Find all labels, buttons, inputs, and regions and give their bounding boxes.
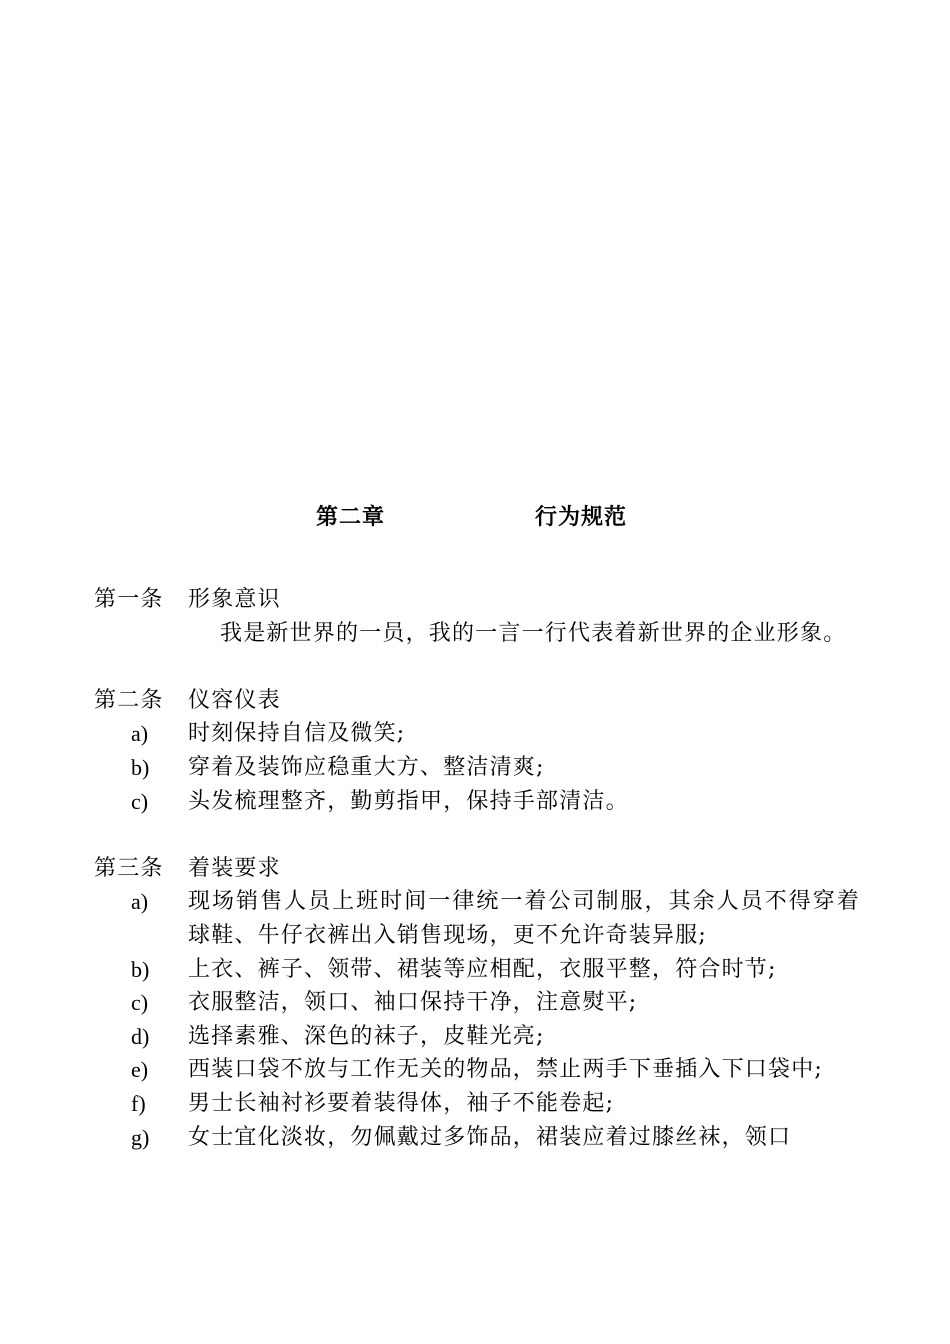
list-item xyxy=(94,885,860,952)
chapter-number: 第二章 xyxy=(316,504,386,530)
article-3 xyxy=(94,852,860,1154)
document-body xyxy=(94,583,860,1188)
list-item xyxy=(94,785,860,819)
list-item xyxy=(94,751,860,785)
item-label: c) xyxy=(131,788,149,814)
article-title: 仪容仪表 xyxy=(188,687,281,713)
item-text: 时刻保持自信及微笑; xyxy=(188,721,406,747)
item-text: 穿着及装饰应稳重大方、整洁清爽; xyxy=(188,754,545,780)
chapter-title: 行为规范 xyxy=(535,504,628,530)
list-item xyxy=(94,1121,860,1155)
article-title: 形象意识 xyxy=(188,587,281,612)
item-text: 西装口袋不放与工作无关的物品，禁止两手下垂插入下口袋中; xyxy=(188,1057,824,1083)
article-heading xyxy=(94,852,860,886)
item-text: 上衣、裤子、领带、裙装等应相配，衣服平整，符合时节; xyxy=(188,956,777,982)
article-2 xyxy=(94,684,860,818)
article-number: 第二条 xyxy=(94,687,164,713)
article-number: 第一条 xyxy=(94,587,164,612)
item-label: f) xyxy=(131,1090,146,1116)
article-1 xyxy=(94,583,860,650)
item-text: 现场销售人员上班时间一律统一着公司制服，其余人员不得穿着球鞋、牛仔衣裤出入销售现场，更不允许奇装异服; xyxy=(188,889,860,948)
item-text: 头发梳理整齐，勤剪指甲，保持手部清洁。 xyxy=(188,788,629,814)
item-label: b) xyxy=(131,754,150,780)
item-label: d) xyxy=(131,1023,150,1049)
article-title: 着装要求 xyxy=(188,855,281,881)
list-item xyxy=(94,1087,860,1121)
list-item xyxy=(94,953,860,987)
item-label: e) xyxy=(131,1057,149,1083)
article-paragraph: 我是新世界的一员，我的一言一行代表着新世界的企业形象。 xyxy=(220,620,847,646)
item-label: b) xyxy=(131,956,150,982)
item-label: c) xyxy=(131,990,149,1016)
list-item xyxy=(94,1053,860,1087)
list-item xyxy=(94,717,860,751)
item-text: 衣服整洁，领口、袖口保持干净，注意熨平; xyxy=(188,990,638,1016)
article-number: 第三条 xyxy=(94,855,164,881)
article-heading xyxy=(94,583,860,617)
item-label: a) xyxy=(131,721,149,747)
list-item xyxy=(94,1020,860,1054)
article-heading xyxy=(94,684,860,718)
item-text: 选择素雅、深色的袜子，皮鞋光亮; xyxy=(188,1023,545,1049)
item-label: g) xyxy=(131,1124,150,1150)
item-label: a) xyxy=(131,889,149,915)
item-text: 女士宜化淡妆，勿佩戴过多饰品，裙装应着过膝丝袜，领口 xyxy=(188,1124,792,1150)
chapter-heading xyxy=(0,500,950,534)
item-text: 男士长袖衬衫要着装得体，袖子不能卷起; xyxy=(188,1090,615,1116)
list-item xyxy=(94,986,860,1020)
